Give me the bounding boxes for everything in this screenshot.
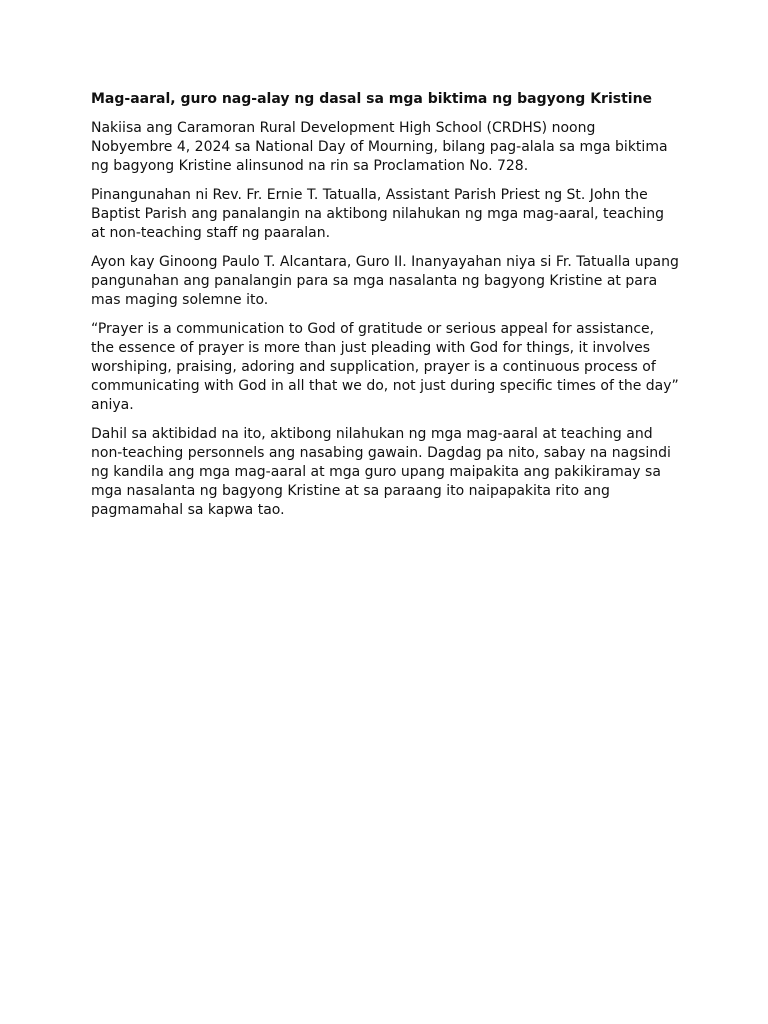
- article-title: Mag-aaral, guro nag-alay ng dasal sa mga biktima ng bagyong Kristine: [91, 91, 653, 107]
- paragraph-3: Ayon kay Ginoong Paulo T. Alcantara, Guro II. Inanyayahan niya si Fr. Tatualla upang pangunahan ang panalangin para sa mga nasalanta ng bagyong Kristine at para mas maging solemne ito.: [91, 254, 679, 308]
- paragraph-1: Nakiisa ang Caramoran Rural Development High School (CRDHS) noong Nobyembre 4, 2024 sa National Day of Mourning, bilang pag-alala sa mga biktima ng bagyong Kristine alinsunod na rin sa Proclamation No. 728.: [91, 120, 668, 174]
- paragraph-2: Pinangunahan ni Rev. Fr. Ernie T. Tatualla, Assistant Parish Priest ng St. John the Baptist Parish ang panalangin na aktibong nilahukan ng mga mag-aaral, teaching at non-teaching staff ng paaralan.: [91, 187, 664, 241]
- paragraph-4-quote: “Prayer is a communication to God of gratitude or serious appeal for assistance, the essence of prayer is more than just pleading with God for things, it involves worshiping, praising, adoring and supplication, prayer is a continuous process of communicating with God in all that we do, not just during specific times of the day” aniya.: [91, 321, 679, 413]
- paragraph-5: Dahil sa aktibidad na ito, aktibong nilahukan ng mga mag-aaral at teaching and non-teaching personnels ang nasabing gawain. Dagdag pa nito, sabay na nagsindi ng kandila ang mga mag-aaral at mga guro upang maipakita ang pakikiramay sa mga nasalanta ng bagyong Kristine at sa paraang ito naipapakita rito ang pagmamahal sa kapwa tao.: [91, 426, 671, 518]
